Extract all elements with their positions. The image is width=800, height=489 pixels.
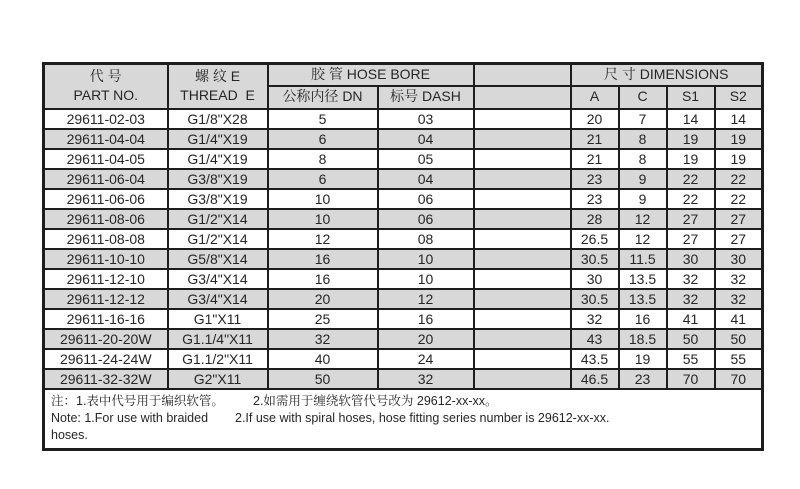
dn-cell: 40 xyxy=(268,349,378,369)
thread-cell: G1/4"X19 xyxy=(168,129,268,149)
part-no-cell: 29611-24-24W xyxy=(44,349,168,369)
spacer-cell xyxy=(474,309,571,329)
part-no-cell: 29611-06-04 xyxy=(44,169,168,189)
spacer-cell xyxy=(474,189,571,209)
dim-a-cell: 30 xyxy=(571,269,619,289)
hose-fitting-spec-table xyxy=(42,62,764,451)
dim-a-cell: 43.5 xyxy=(571,349,619,369)
thread-cell: G1/4"X19 xyxy=(168,149,268,169)
dim-s1-cell: 22 xyxy=(667,189,715,209)
dim-c-cell: 16 xyxy=(619,309,667,329)
dim-a-cell: 32 xyxy=(571,309,619,329)
dn-cell: 10 xyxy=(268,209,378,229)
table-row xyxy=(44,189,763,209)
dim-c-cell: 13.5 xyxy=(619,269,667,289)
dim-a-cell: 20 xyxy=(571,109,619,129)
note-en-part1: Note: 1.For use with braided hoses. xyxy=(51,410,209,442)
dim-c-cell: 9 xyxy=(619,189,667,209)
dim-c-cell: 7 xyxy=(619,109,667,129)
notes-row xyxy=(44,389,763,450)
dn-cell: 16 xyxy=(268,269,378,289)
thread-cell: G5/8"X14 xyxy=(168,249,268,269)
table-row xyxy=(44,289,763,309)
dim-c-cell: 13.5 xyxy=(619,289,667,309)
dn-cell: 10 xyxy=(268,189,378,209)
note-line-cn xyxy=(51,393,755,410)
note-cn-part1: 注：1.表中代号用于编织软管。 xyxy=(51,393,224,408)
table-row xyxy=(44,329,763,349)
dim-a-cell: 21 xyxy=(571,129,619,149)
dim-c-cell: 8 xyxy=(619,129,667,149)
spacer-cell xyxy=(474,349,571,369)
dim-s1-cell: 50 xyxy=(667,329,715,349)
table-footer xyxy=(44,389,763,450)
dim-s1-cell: 32 xyxy=(667,269,715,289)
column-header-c xyxy=(619,86,667,108)
table-row xyxy=(44,369,763,389)
table-row xyxy=(44,169,763,189)
dim-s2-cell: 32 xyxy=(715,269,763,289)
part-no-cell: 29611-10-10 xyxy=(44,249,168,269)
column-header-thread xyxy=(168,64,268,109)
spacer-cell xyxy=(474,229,571,249)
dim-s2-cell: 19 xyxy=(715,129,763,149)
dn-cell: 16 xyxy=(268,249,378,269)
dim-s2-cell: 22 xyxy=(715,189,763,209)
spacer-cell xyxy=(474,269,571,289)
dim-c-cell: 11.5 xyxy=(619,249,667,269)
column-header-part-no xyxy=(44,64,168,109)
column-header-s1 xyxy=(667,86,715,108)
dim-s2-cell: 70 xyxy=(715,369,763,389)
part-no-cell: 29611-04-04 xyxy=(44,129,168,149)
part-no-cell: 29611-06-06 xyxy=(44,189,168,209)
thread-cell: G1/8"X28 xyxy=(168,109,268,129)
table-row xyxy=(44,249,763,269)
spacer-cell xyxy=(474,129,571,149)
dim-s1-cell: 55 xyxy=(667,349,715,369)
spacer-cell xyxy=(474,109,571,129)
table-row xyxy=(44,109,763,129)
thread-label-cn: 螺 纹 E xyxy=(194,67,241,84)
group-header-dimensions xyxy=(571,64,763,87)
dash-cell: 06 xyxy=(378,189,474,209)
column-header-a xyxy=(571,86,619,108)
s1-label: S1 xyxy=(681,88,700,105)
spacer-cell xyxy=(474,369,571,389)
dim-s2-cell: 27 xyxy=(715,209,763,229)
part-no-cell: 29611-12-10 xyxy=(44,269,168,289)
dim-c-cell: 23 xyxy=(619,369,667,389)
group-header-hose-bore xyxy=(268,64,474,87)
dim-s2-cell: 50 xyxy=(715,329,763,349)
spacer-cell xyxy=(474,289,571,309)
dn-label: 公称内径 DN xyxy=(282,88,363,105)
dim-c-cell: 9 xyxy=(619,169,667,189)
dim-s2-cell: 14 xyxy=(715,109,763,129)
spacer-header-bottom xyxy=(474,86,571,108)
part-no-label-cn: 代 号 xyxy=(89,67,122,84)
dim-s2-cell: 19 xyxy=(715,149,763,169)
dim-s2-cell: 27 xyxy=(715,229,763,249)
table-row xyxy=(44,129,763,149)
part-no-cell: 29611-16-16 xyxy=(44,309,168,329)
dash-label: 标号 DASH xyxy=(390,88,461,105)
dash-cell: 04 xyxy=(378,129,474,149)
dim-s2-cell: 41 xyxy=(715,309,763,329)
thread-label-en: THREAD E xyxy=(180,87,255,104)
notes-cell xyxy=(44,389,763,450)
dim-a-cell: 30.5 xyxy=(571,289,619,309)
dn-cell: 5 xyxy=(268,109,378,129)
dim-c-cell: 18.5 xyxy=(619,329,667,349)
s2-label: S2 xyxy=(729,88,747,105)
dim-s2-cell: 32 xyxy=(715,289,763,309)
dim-a-cell: 23 xyxy=(571,189,619,209)
dn-cell: 6 xyxy=(268,169,378,189)
dim-c-cell: 12 xyxy=(619,229,667,249)
spacer-cell xyxy=(474,329,571,349)
dash-cell: 05 xyxy=(378,149,474,169)
note-line-en xyxy=(51,410,755,444)
part-no-cell: 29611-32-32W xyxy=(44,369,168,389)
thread-cell: G3/8"X19 xyxy=(168,169,268,189)
dash-cell: 04 xyxy=(378,169,474,189)
dim-s1-cell: 27 xyxy=(667,209,715,229)
table-row xyxy=(44,209,763,229)
column-header-s2 xyxy=(715,86,763,108)
column-header-dn xyxy=(268,86,378,108)
dash-cell: 10 xyxy=(378,269,474,289)
dim-s1-cell: 22 xyxy=(667,169,715,189)
dim-s1-cell: 70 xyxy=(667,369,715,389)
dim-a-cell: 26.5 xyxy=(571,229,619,249)
table-header xyxy=(44,64,763,109)
header-row-groups xyxy=(44,64,763,87)
spec-table-container xyxy=(42,62,764,451)
c-label: C xyxy=(637,88,648,105)
part-no-cell: 29611-04-05 xyxy=(44,149,168,169)
table-row xyxy=(44,269,763,289)
dn-cell: 6 xyxy=(268,129,378,149)
dim-a-cell: 46.5 xyxy=(571,369,619,389)
part-no-cell: 29611-02-03 xyxy=(44,109,168,129)
part-no-cell: 29611-12-12 xyxy=(44,289,168,309)
dash-cell: 03 xyxy=(378,109,474,129)
dash-cell: 24 xyxy=(378,349,474,369)
table-body xyxy=(44,109,763,389)
table-row xyxy=(44,309,763,329)
table-row xyxy=(44,349,763,369)
dim-s1-cell: 27 xyxy=(667,229,715,249)
dim-s2-cell: 22 xyxy=(715,169,763,189)
dim-s1-cell: 41 xyxy=(667,309,715,329)
dim-s1-cell: 32 xyxy=(667,289,715,309)
dim-c-cell: 12 xyxy=(619,209,667,229)
thread-cell: G3/8"X19 xyxy=(168,189,268,209)
dash-cell: 16 xyxy=(378,309,474,329)
dim-a-cell: 23 xyxy=(571,169,619,189)
dim-c-cell: 8 xyxy=(619,149,667,169)
dim-a-cell: 43 xyxy=(571,329,619,349)
dn-cell: 50 xyxy=(268,369,378,389)
dash-cell: 08 xyxy=(378,229,474,249)
dn-cell: 12 xyxy=(268,229,378,249)
dn-cell: 8 xyxy=(268,149,378,169)
spacer-cell xyxy=(474,169,571,189)
dim-s1-cell: 14 xyxy=(667,109,715,129)
dash-cell: 06 xyxy=(378,209,474,229)
dash-cell: 32 xyxy=(378,369,474,389)
dash-cell: 10 xyxy=(378,249,474,269)
dim-c-cell: 19 xyxy=(619,349,667,369)
thread-cell: G3/4"X14 xyxy=(168,269,268,289)
note-cn-part2: 2.如需用于缠绕软管代号改为 29612-xx-xx。 xyxy=(253,393,498,408)
thread-cell: G1"X11 xyxy=(168,309,268,329)
thread-cell: G2"X11 xyxy=(168,369,268,389)
thread-cell: G1.1/2"X11 xyxy=(168,349,268,369)
dn-cell: 32 xyxy=(268,329,378,349)
dim-a-cell: 28 xyxy=(571,209,619,229)
dim-s2-cell: 30 xyxy=(715,249,763,269)
dim-s1-cell: 30 xyxy=(667,249,715,269)
spacer-cell xyxy=(474,149,571,169)
thread-cell: G1.1/4"X11 xyxy=(168,329,268,349)
dimensions-label: 尺 寸 DIMENSIONS xyxy=(604,66,729,83)
thread-cell: G3/4"X14 xyxy=(168,289,268,309)
a-label: A xyxy=(589,88,600,105)
part-no-label-en: PART NO. xyxy=(73,87,139,104)
part-no-cell: 29611-20-20W xyxy=(44,329,168,349)
column-header-dash xyxy=(378,86,474,108)
thread-cell: G1/2"X14 xyxy=(168,229,268,249)
dim-a-cell: 21 xyxy=(571,149,619,169)
table-row xyxy=(44,229,763,249)
dn-cell: 20 xyxy=(268,289,378,309)
dim-a-cell: 30.5 xyxy=(571,249,619,269)
spacer-cell xyxy=(474,249,571,269)
dim-s1-cell: 19 xyxy=(667,129,715,149)
note-en-part2: 2.If use with spiral hoses, hose fitting series number is 29612-xx-xx. xyxy=(235,410,610,425)
dash-cell: 20 xyxy=(378,329,474,349)
table-row xyxy=(44,149,763,169)
part-no-cell: 29611-08-06 xyxy=(44,209,168,229)
dn-cell: 25 xyxy=(268,309,378,329)
dim-s1-cell: 19 xyxy=(667,149,715,169)
thread-cell: G1/2"X14 xyxy=(168,209,268,229)
dash-cell: 12 xyxy=(378,289,474,309)
part-no-cell: 29611-08-08 xyxy=(44,229,168,249)
spacer-header-top xyxy=(474,64,571,87)
dim-s2-cell: 55 xyxy=(715,349,763,369)
spacer-cell xyxy=(474,209,571,229)
hose-bore-label: 胶 管 HOSE BORE xyxy=(310,66,431,83)
